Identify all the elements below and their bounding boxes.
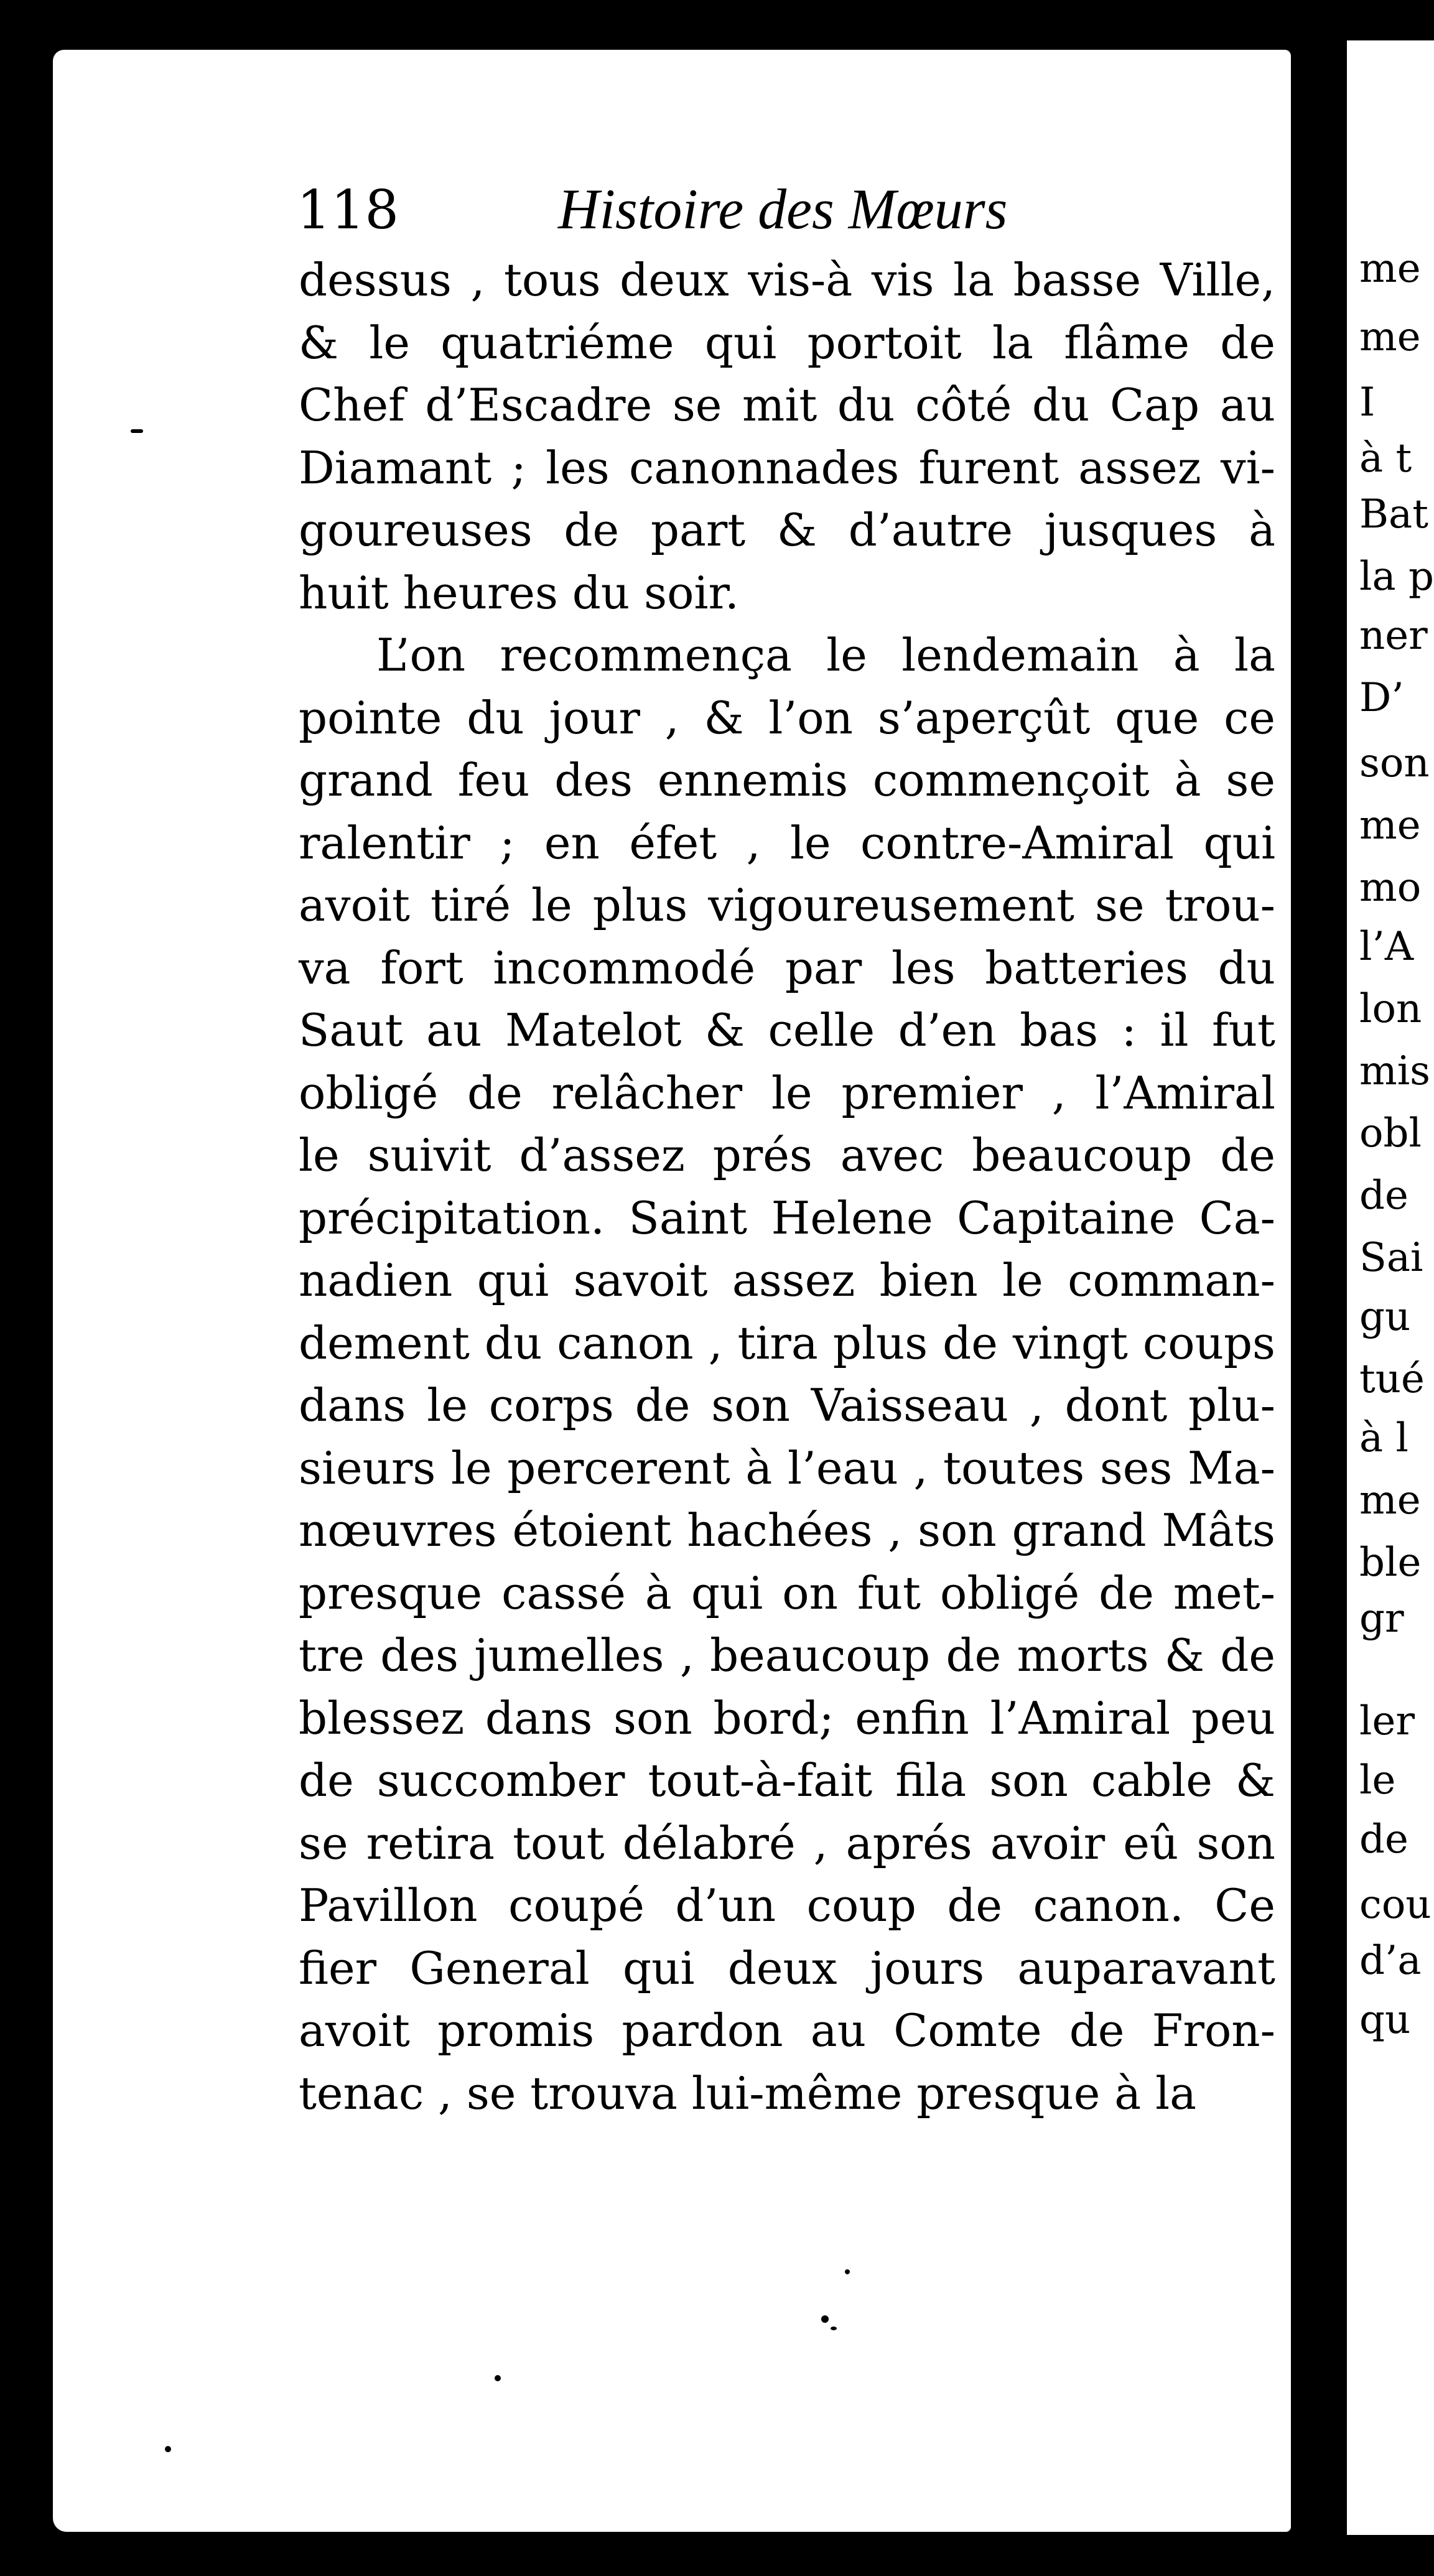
text-line: le suivit d’assez prés avec beaucoup de bbox=[299, 1129, 1275, 1181]
facing-page-fragment: me bbox=[1359, 246, 1421, 292]
facing-page-fragment: de bbox=[1359, 1173, 1408, 1219]
facing-page-fragment: ble bbox=[1359, 1540, 1422, 1586]
facing-page-fragment: tué bbox=[1359, 1356, 1425, 1402]
scan-speck bbox=[845, 2269, 850, 2274]
text-line: goureuses de part & d’autre jusques à bbox=[299, 504, 1275, 556]
text-line: avoit tiré le plus vigoureusement se trou- bbox=[299, 879, 1275, 931]
facing-page-fragment: ler bbox=[1359, 1698, 1415, 1744]
text-line: Pavillon coupé d’un coup de canon. Ce bbox=[299, 1879, 1275, 1932]
facing-page-fragment: qu bbox=[1359, 1997, 1411, 2043]
facing-page-fragment: mis bbox=[1359, 1048, 1430, 1094]
text-line: va fort incommodé par les batteries du bbox=[299, 941, 1275, 994]
facing-page-fragment: me bbox=[1359, 802, 1421, 849]
scan-speck bbox=[495, 2375, 501, 2381]
facing-page-fragment: obl bbox=[1359, 1110, 1422, 1156]
facing-page-fragment: à l bbox=[1359, 1415, 1408, 1461]
text-line: grand feu des ennemis commençoit à se bbox=[299, 754, 1275, 806]
text-line: dans le corps de son Vaisseau , dont plu- bbox=[299, 1379, 1275, 1431]
text-line: nœuvres étoient hachées , son grand Mâts bbox=[299, 1504, 1275, 1556]
facing-page-fragment: gu bbox=[1359, 1294, 1411, 1340]
facing-page-fragment: l’A bbox=[1359, 924, 1414, 970]
facing-page-fragment: lon bbox=[1359, 986, 1422, 1032]
scan-speck bbox=[821, 2315, 829, 2323]
facing-page-fragment: I bbox=[1359, 379, 1376, 425]
text-line: blessez dans son bord; enfin l’Amiral peu bbox=[299, 1691, 1275, 1744]
text-line: Saut au Matelot & celle d’en bas : il fut bbox=[299, 1004, 1275, 1056]
scan-speck bbox=[165, 2446, 171, 2452]
facing-page-fragment: cou bbox=[1359, 1882, 1432, 1928]
body-text bbox=[299, 249, 1275, 2124]
running-head bbox=[297, 177, 1267, 241]
facing-page-fragment: Sai bbox=[1359, 1235, 1423, 1281]
facing-page-fragment: me bbox=[1359, 314, 1421, 360]
facing-page-fragment: de bbox=[1359, 1816, 1408, 1862]
facing-page-fragment: gr bbox=[1359, 1596, 1404, 1642]
text-line: huit heures du soir. bbox=[299, 566, 739, 619]
facing-page-edge bbox=[1347, 40, 1434, 2535]
facing-page-fragment: Bat bbox=[1359, 491, 1428, 537]
running-title: Histoire des Mœurs bbox=[558, 177, 1008, 241]
text-line: presque cassé à qui on fut obligé de met- bbox=[299, 1566, 1275, 1619]
scan-speck bbox=[131, 429, 143, 433]
text-line: se retira tout délabré , aprés avoir eû son bbox=[299, 1816, 1275, 1869]
scan-speck bbox=[831, 2327, 837, 2330]
facing-page-fragment: D’ bbox=[1359, 675, 1404, 721]
text-line: ralentir ; en éfet , le contre-Amiral qui bbox=[299, 816, 1275, 869]
text-line: pointe du jour , & l’on s’aperçût que ce bbox=[299, 691, 1275, 744]
text-line: nadien qui savoit assez bien le comman- bbox=[299, 1254, 1275, 1306]
text-line: dessus , tous deux vis-à vis la basse Ville, bbox=[299, 254, 1275, 306]
text-line: avoit promis pardon au Comte de Fron- bbox=[299, 2004, 1275, 2057]
facing-page-fragment: me bbox=[1359, 1477, 1421, 1523]
page-number: 118 bbox=[297, 179, 399, 241]
facing-page-fragment: son bbox=[1359, 740, 1430, 786]
text-line: précipitation. Saint Helene Capitaine Ca- bbox=[299, 1191, 1275, 1244]
facing-page-fragment: mo bbox=[1359, 865, 1422, 911]
facing-page-fragment: ner bbox=[1359, 613, 1428, 659]
text-line: Chef d’Escadre se mit du côté du Cap au bbox=[299, 379, 1275, 431]
text-line: sieurs le percerent à l’eau , toutes ses Ma- bbox=[299, 1441, 1275, 1494]
facing-page-fragment: à t bbox=[1359, 435, 1412, 481]
facing-page-fragment: la p bbox=[1359, 554, 1434, 600]
text-line: Diamant ; les canonnades furent assez vi- bbox=[299, 441, 1275, 494]
facing-page-fragment: d’a bbox=[1359, 1938, 1422, 1984]
text-line: & le quatriéme qui portoit la flâme de bbox=[299, 316, 1275, 369]
text-line: tre des jumelles , beaucoup de morts & de bbox=[299, 1629, 1275, 1681]
text-line: dement du canon , tira plus de vingt coups bbox=[299, 1316, 1275, 1369]
text-line: fier General qui deux jours auparavant bbox=[299, 1941, 1275, 1994]
text-line: obligé de relâcher le premier , l’Amiral bbox=[299, 1066, 1275, 1119]
text-line: L’on recommença le lendemain à la bbox=[376, 629, 1275, 681]
text-line: de succomber tout-à-fait fila son cable & bbox=[299, 1754, 1275, 1806]
text-line: tenac , se trouva lui-même presque à la bbox=[299, 2067, 1197, 2119]
facing-page-fragment: le bbox=[1359, 1757, 1396, 1803]
